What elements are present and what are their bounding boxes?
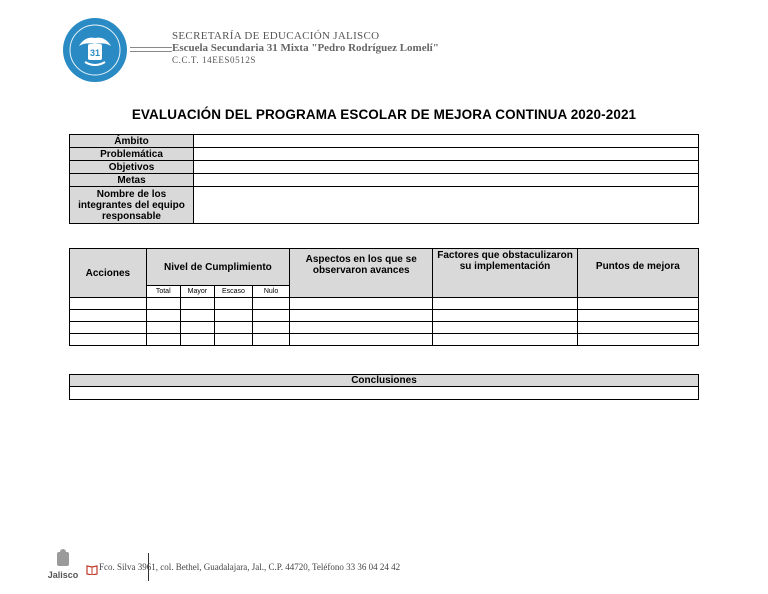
school-seal-logo bbox=[63, 18, 127, 82]
cell-mayor[interactable] bbox=[180, 310, 214, 322]
cell-escaso[interactable] bbox=[214, 322, 252, 334]
label-metas: Metas bbox=[70, 174, 194, 187]
value-integrantes[interactable] bbox=[194, 187, 699, 224]
cell-escaso[interactable] bbox=[214, 334, 252, 346]
table-row bbox=[70, 310, 699, 322]
jalisco-logo bbox=[43, 548, 83, 582]
cell-total[interactable] bbox=[146, 310, 180, 322]
cell-factores[interactable] bbox=[433, 298, 577, 310]
value-problematica[interactable] bbox=[194, 148, 699, 161]
cell-accion[interactable] bbox=[70, 298, 147, 310]
cell-mayor[interactable] bbox=[180, 298, 214, 310]
cell-accion[interactable] bbox=[70, 310, 147, 322]
label-problematica: Problemática bbox=[70, 148, 194, 161]
sub-mayor: Mayor bbox=[180, 286, 214, 298]
cell-aspectos[interactable] bbox=[290, 334, 433, 346]
cell-mayor[interactable] bbox=[180, 334, 214, 346]
cell-escaso[interactable] bbox=[214, 310, 252, 322]
cell-nulo[interactable] bbox=[253, 322, 290, 334]
program-info-table bbox=[69, 134, 699, 224]
footer-address: Fco. Silva 3961, col. Bethel, Guadalajara, Jal., C.P. 44720, Teléfono 33 36 04 24 42 bbox=[99, 562, 401, 572]
book-icon bbox=[86, 562, 98, 572]
school-cct: C.C.T. 14EES0512S bbox=[172, 55, 257, 65]
cell-nulo[interactable] bbox=[253, 310, 290, 322]
cell-aspectos[interactable] bbox=[290, 310, 433, 322]
header-conclusiones: Conclusiones bbox=[70, 375, 699, 387]
cell-puntos[interactable] bbox=[577, 334, 698, 346]
cell-accion[interactable] bbox=[70, 322, 147, 334]
sub-total: Total bbox=[146, 286, 180, 298]
cell-factores[interactable] bbox=[433, 310, 577, 322]
cell-puntos[interactable] bbox=[577, 310, 698, 322]
table-row bbox=[70, 322, 699, 334]
header-nivel-cumplimiento: Nivel de Cumplimiento bbox=[146, 249, 289, 286]
school-name: Escuela Secundaria 31 Mixta "Pedro Rodríguez Lomelí" bbox=[172, 42, 439, 54]
cell-accion[interactable] bbox=[70, 334, 147, 346]
table-row bbox=[70, 334, 699, 346]
conclusions-table bbox=[69, 374, 699, 400]
sub-nulo: Nulo bbox=[253, 286, 290, 298]
label-ambito: Ámbito bbox=[70, 135, 194, 148]
cell-total[interactable] bbox=[146, 334, 180, 346]
value-metas[interactable] bbox=[194, 174, 699, 187]
table-row bbox=[70, 298, 699, 310]
cell-nulo[interactable] bbox=[253, 334, 290, 346]
cell-aspectos[interactable] bbox=[290, 322, 433, 334]
cell-escaso[interactable] bbox=[214, 298, 252, 310]
value-ambito[interactable] bbox=[194, 135, 699, 148]
document-title: EVALUACIÓN DEL PROGRAMA ESCOLAR DE MEJORA CONTINUA 2020-2021 bbox=[131, 107, 637, 122]
cell-total[interactable] bbox=[146, 298, 180, 310]
header-factores: Factores que obstaculizaron su implementación bbox=[433, 249, 577, 298]
sub-escaso: Escaso bbox=[214, 286, 252, 298]
header-rule bbox=[130, 47, 172, 52]
institution-header bbox=[172, 30, 439, 66]
actions-table bbox=[69, 248, 699, 346]
cell-aspectos[interactable] bbox=[290, 298, 433, 310]
jalisco-logo-text: Jalisco bbox=[47, 570, 79, 580]
cell-puntos[interactable] bbox=[577, 298, 698, 310]
cell-total[interactable] bbox=[146, 322, 180, 334]
cell-factores[interactable] bbox=[433, 322, 577, 334]
svg-text:31: 31 bbox=[89, 48, 101, 58]
header-aspectos: Aspectos en los que se observaron avances bbox=[290, 249, 433, 298]
label-objetivos: Objetivos bbox=[70, 161, 194, 174]
value-objetivos[interactable] bbox=[194, 161, 699, 174]
label-integrantes: Nombre de los integrantes del equipo responsable bbox=[70, 187, 194, 224]
cell-factores[interactable] bbox=[433, 334, 577, 346]
cell-puntos[interactable] bbox=[577, 322, 698, 334]
cell-mayor[interactable] bbox=[180, 322, 214, 334]
header-acciones: Acciones bbox=[70, 249, 147, 298]
header-puntos-mejora: Puntos de mejora bbox=[577, 249, 698, 298]
conclusions-field[interactable] bbox=[70, 387, 699, 400]
cell-nulo[interactable] bbox=[253, 298, 290, 310]
secretaria-name: SECRETARÍA DE EDUCACIÓN JALISCO bbox=[172, 30, 380, 42]
